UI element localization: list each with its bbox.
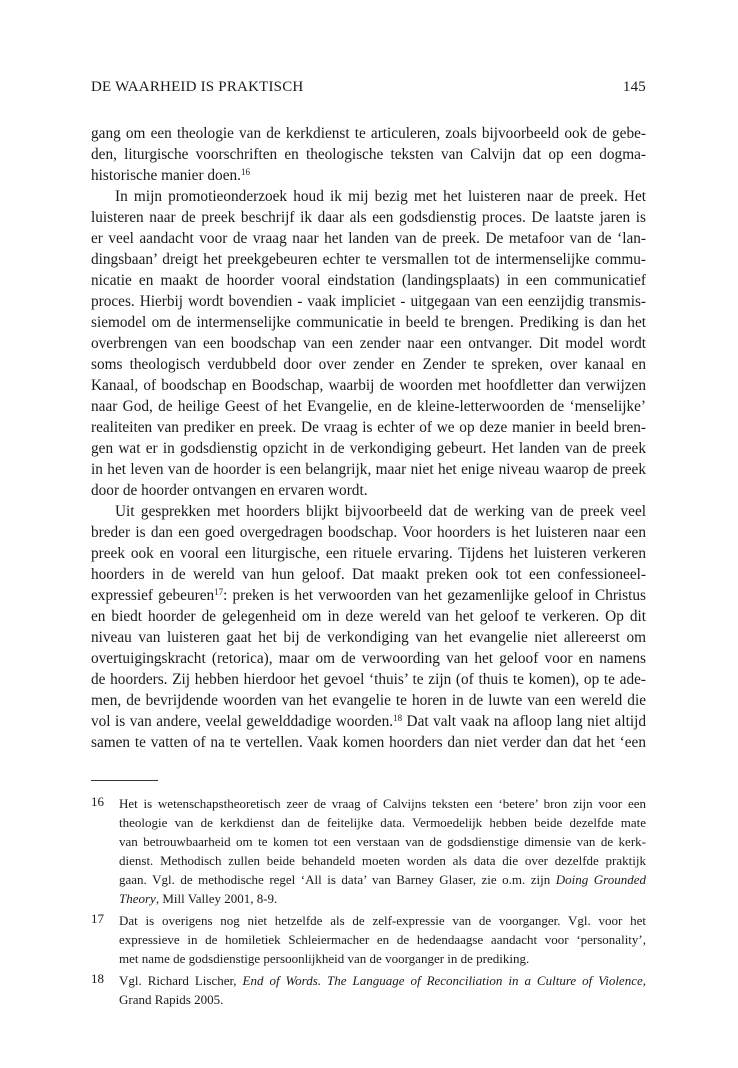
footnote-ref-18[interactable]: 18	[393, 713, 403, 723]
paragraph-3	[91, 501, 646, 753]
text-span: expressief gebeuren	[91, 587, 215, 604]
running-header	[91, 79, 646, 101]
text-line: de hoorders. Zij hebben hierdoor het gevoel ‘thuis’ te zijn (of thuis te komen), op te ade-	[91, 671, 646, 688]
text-line: Kanaal, of boodschap en Boodschap, waarbij de woorden met hoofdletter dan verwijzen	[91, 377, 646, 394]
footnote-ref-16[interactable]: 16	[240, 167, 250, 177]
footnote-16	[91, 794, 646, 908]
text-line: gen wat er in godsdienstig opzicht in de verkondiging gebeurt. Het landen van de preek	[91, 440, 646, 457]
text-span: vol is van andere, veelal gewelddadige woorden.	[91, 713, 394, 730]
text-line: breder is dan een goed overgedragen boodschap. Voor hoorders is het luisteren naar een	[91, 524, 646, 541]
text-line: en biedt hoorder de gelegenheid om in deze wereld van het geloof te verkeren. Op dit	[91, 608, 646, 625]
text-span: ,	[642, 973, 646, 988]
paragraph-1	[91, 123, 646, 186]
text-line: In mijn promotieonderzoek houd ik mij bezig met het luisteren naar de preek. Het	[115, 188, 646, 205]
text-span: Dat valt vaak na afloop lang niet altijd	[402, 713, 646, 730]
text-line	[91, 585, 646, 606]
footnote-line: met name de godsdienstige persoonlijkheid van de voorganger in de prediking.	[119, 951, 530, 966]
running-title: DE WAARHEID IS PRAKTISCH	[91, 79, 304, 95]
text-line: den, liturgische voorschriften en theologische teksten van Calvijn dat op een dogma-	[91, 146, 646, 163]
book-title: Theory	[119, 891, 156, 906]
text-line: door de hoorder ontvangen en ervaren wordt.	[91, 482, 368, 499]
footnote-line	[119, 870, 646, 889]
text-line: Uit gesprekken met hoorders blijkt bijvoorbeeld dat de werking van de preek veel	[115, 503, 646, 520]
footnote-line: Grand Rapids 2005.	[119, 992, 224, 1007]
footnotes	[91, 794, 646, 1009]
footnote-number: 18	[91, 971, 104, 986]
footnote-line: dienst. Methodisch zullen beide behandeld moeten worden als data die over dezelfde praktijk	[119, 853, 646, 868]
text-line: dingsbaan’ dreigt het preekgebeuren echter te versmallen tot de intermenselijke commu-	[91, 251, 646, 268]
footnote-line: expressieve in de homiletiek Schleiermacher en de hedendaagse aandacht voor ‘personality’,	[119, 932, 646, 947]
text-line	[91, 165, 646, 186]
paragraph-2	[91, 186, 646, 501]
text-line: gang om een theologie van de kerkdienst te articuleren, zoals bijvoorbeeld ook de gebe-	[91, 125, 646, 142]
text-span: Vgl. Richard Lischer,	[119, 973, 243, 988]
text-line: siemodel om de intermenselijke communicatie in beeld te brengen. Prediking is dan het	[91, 314, 646, 331]
text-line: overtuigingskracht (retorica), maar om de verwoording van het geloof voor en namens	[91, 650, 646, 667]
text-span: gaan. Vgl. de methodische regel ‘All is data’ van Barney Glaser, zie o.m. zijn	[119, 872, 556, 887]
footnote-line: Dat is overigens nog niet hetzelfde als de zelf-expressie van de voorganger. Vgl. voor het	[119, 913, 646, 928]
text-line: hoorders in de wereld van hun geloof. Dat maakt preken ook tot een confessioneel-	[91, 566, 646, 583]
text-line: overbrengen van een boodschap van een zender naar een ontvanger. Dit model wordt	[91, 335, 646, 352]
footnote-line	[119, 889, 646, 908]
page-number: 145	[622, 79, 646, 95]
book-title: Doing Grounded	[555, 872, 646, 887]
text-line	[91, 711, 646, 732]
text-span: historische manier doen.	[91, 167, 241, 184]
footnote-line: van betrouwbaarheid om te komen tot een verstaan van de godsdienstige dimensie van de kerk-	[119, 834, 646, 849]
text-line: er veel aandacht voor de vraag naar het landen van de preek. De metafoor van de ‘lan-	[91, 230, 646, 247]
footnote-line	[119, 971, 646, 990]
footnote-18	[91, 971, 646, 1009]
text-line: realiteiten van prediker en preek. De vraag is echter of we op deze manier in beeld bren-	[91, 419, 646, 436]
text-span: : preken is het verwoorden van het gezamenlijke geloof in Christus	[223, 587, 646, 604]
text-line: in het leven van de hoorder is een belangrijk, maar niet het enige niveau waarop de preek	[91, 461, 646, 478]
footnote-separator	[91, 780, 158, 781]
text-line: samen te vatten of na te vertellen. Vaak komen hoorders dan niet verder dan dat het ‘een	[91, 734, 646, 751]
footnote-number: 16	[91, 794, 104, 809]
footnote-line: Het is wetenschapstheoretisch zeer de vraag of Calvijns teksten een ‘betere’ bron zijn voor een	[119, 796, 646, 811]
text-line: luisteren naar de preek beschrijf ik daar als een godsdienstig proces. De laatste jaren is	[91, 209, 646, 226]
text-line: men, de bevrijdende woorden van het evangelie te horen in de luwte van een wereld die	[91, 692, 646, 709]
footnote-line: theologie van de kerkdienst dan de feitelijke data. Vermoedelijk hebben beide dezelfde mate	[119, 815, 646, 830]
footnote-ref-17[interactable]: 17	[214, 587, 224, 597]
body-text	[91, 123, 646, 753]
book-title: End of Words. The Language of Reconciliation in a Culture of Violence	[242, 973, 643, 988]
footnote-17	[91, 911, 646, 968]
text-line: naar God, de heilige Geest of het Evangelie, en de kleine-letterwoorden de ‘menselijke’	[91, 398, 646, 415]
text-line: proces. Hierbij wordt bovendien - vaak impliciet - uitgegaan van een eenzijdig transmis-	[91, 293, 646, 310]
text-line: niveau van luisteren gaat het bij de verkondiging van het evangelie niet allereerst om	[91, 629, 646, 646]
text-line: nicatie en maakt de hoorder vooral eindstation (landingsplaats) in een communicatief	[91, 272, 646, 289]
text-line: preek ook en vooral een liturgische, een rituele ervaring. Tijdens het luisteren verkeren	[91, 545, 646, 562]
text-span: , Mill Valley 2001, 8-9.	[155, 891, 278, 906]
text-line: soms theologisch verdubbeld door over zender en Zender te spreken, over kanaal en	[91, 356, 646, 373]
footnote-number: 17	[91, 911, 104, 926]
